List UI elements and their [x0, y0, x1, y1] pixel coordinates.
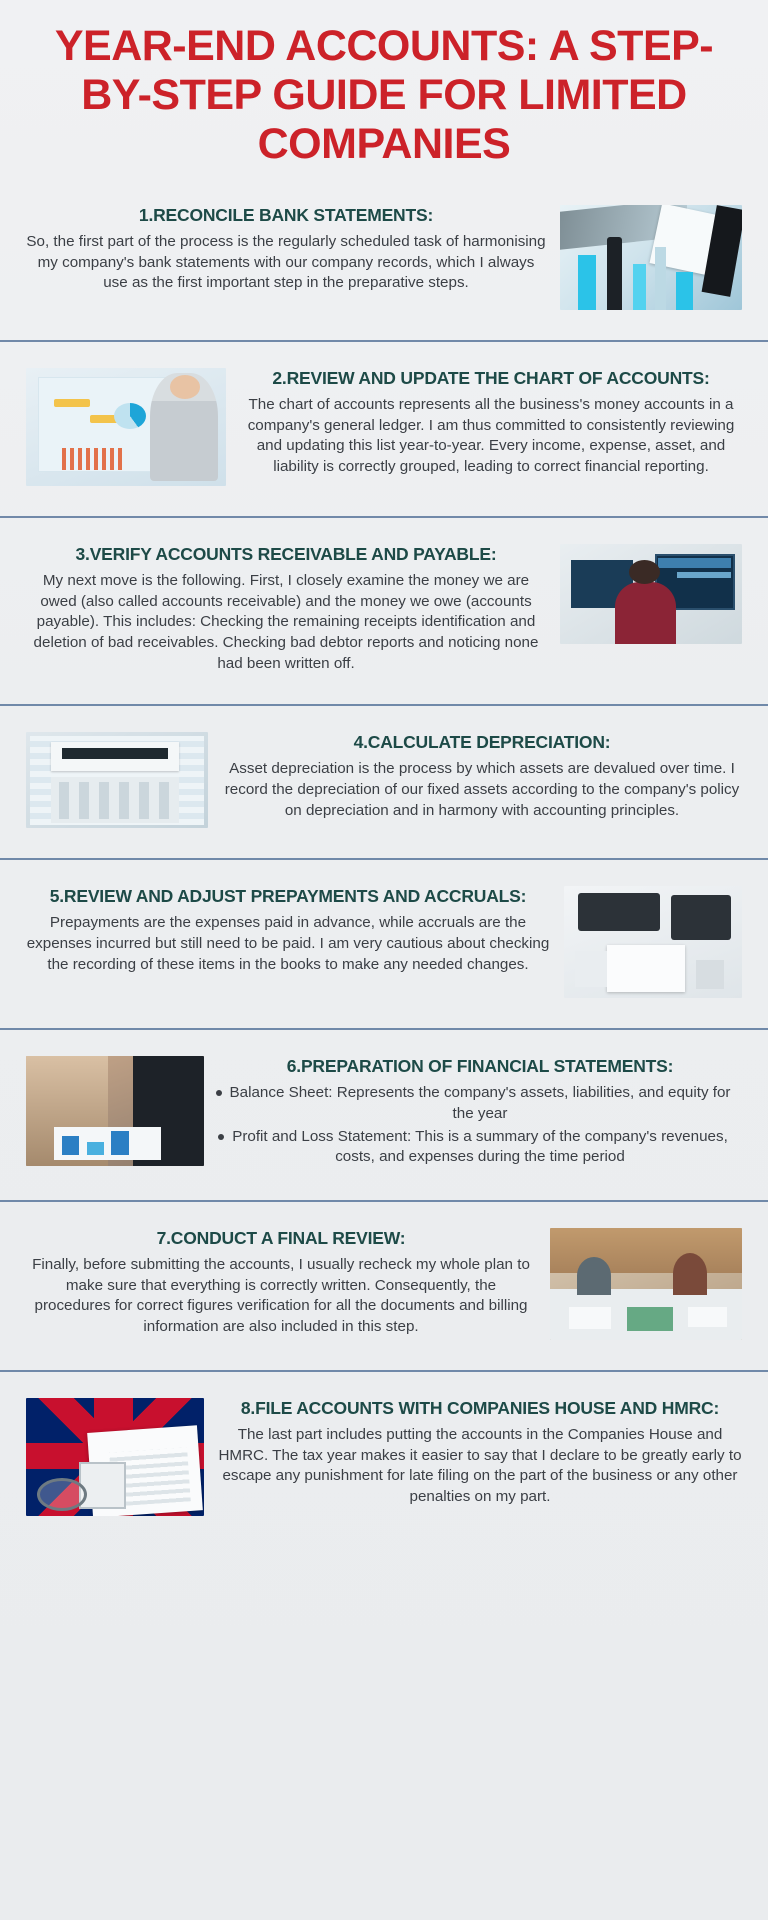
section-2-body: The chart of accounts represents all the business's money accounts in a company's general ledger. I am thus committed to consistently reviewing and updating this list year-to-year. Every income, expense, asset, and liability is correctly grouped, leading to correct financial reporting. [247, 396, 735, 476]
section-4-heading: 4.CALCULATE DEPRECIATION: [353, 732, 611, 753]
woman-working-at-monitors-photo [560, 544, 742, 644]
section-6-text [218, 1056, 742, 1170]
section-8 [0, 1372, 768, 1546]
section-4 [0, 706, 768, 858]
section-1-heading: 1.RECONCILE BANK STATEMENTS: [138, 205, 434, 226]
bullet-dot-icon [218, 1134, 224, 1140]
section-5-text [26, 886, 550, 975]
section-2-text [240, 368, 742, 478]
section-3 [0, 518, 768, 704]
section-8-text [218, 1398, 742, 1508]
depreciation-calculator-photo [26, 732, 208, 828]
list-item [218, 1083, 742, 1124]
team-reviewing-charts-photo [26, 1056, 204, 1166]
section-6-bullet-list [218, 1083, 742, 1168]
section-5 [0, 860, 768, 1028]
section-2-heading: 2.REVIEW AND UPDATE THE CHART OF ACCOUNTS: [272, 368, 710, 389]
union-jack-documents-photo [26, 1398, 204, 1516]
title-block [0, 0, 768, 179]
bullet-dot-icon [216, 1090, 222, 1096]
section-3-text [26, 544, 546, 674]
section-8-body: The last part includes putting the accounts in the Companies House and HMRC. The tax year makes it easier to say that I declare to be greatly early to escape any punishment for late filing on the part of the business or any other penalties on my part. [218, 1426, 742, 1506]
financial-statements-clipboard-photo [560, 205, 742, 310]
section-5-heading: 5.REVIEW AND ADJUST PREPAYMENTS AND ACCRUALS: [49, 886, 527, 907]
section-6-heading: 6.PREPARATION OF FINANCIAL STATEMENTS: [286, 1056, 674, 1077]
section-5-body: Prepayments are the expenses paid in advance, while accruals are the expenses incurred but still need to be paid. I am very cautious about checking the recording of these items in the books to make any needed changes. [26, 914, 550, 973]
hands-reviewing-documents-photo [564, 886, 742, 998]
list-item-label: Balance Sheet: Represents the company's assets, liabilities, and equity for the year [229, 1084, 731, 1123]
section-3-heading: 3.VERIFY ACCOUNTS RECEIVABLE AND PAYABLE: [75, 544, 497, 565]
section-4-body: Asset depreciation is the process by which assets are devalued over time. I record the depreciation of our fixed assets according to the company's policy on depreciation and in harmony with accounting principles. [224, 760, 740, 819]
section-7 [0, 1202, 768, 1370]
page-title: YEAR-END ACCOUNTS: A STEP-BY-STEP GUIDE FOR LIMITED COMPANIES [54, 22, 714, 169]
section-8-heading: 8.FILE ACCOUNTS WITH COMPANIES HOUSE AND HMRC: [240, 1398, 720, 1419]
businessman-presenting-charts-photo [26, 368, 226, 486]
section-7-body: Finally, before submitting the accounts, I usually recheck my whole plan to make sure that everything is correctly written. Consequently, the procedures for correct figures verification for all the documents and billing information are also included in this step. [32, 1256, 530, 1336]
section-1-text [26, 205, 546, 294]
list-item-label: Profit and Loss Statement: This is a summary of the company's revenues, costs, and expenses during the time period [232, 1127, 728, 1166]
section-1-body: So, the first part of the process is the regularly scheduled task of harmonising my company's bank statements with our company records, which I always use as the first important step in the preparative steps. [26, 233, 546, 292]
section-2 [0, 342, 768, 516]
section-1 [0, 179, 768, 340]
section-3-body: My next move is the following. First, I closely examine the money we are owed (also called accounts receivable) and the money we owe (accounts payable). This includes: Checking the remaining receipts identification and deletion of bad receivables. Checking bad debtor reports and noticing none had been written off. [33, 572, 539, 672]
section-7-heading: 7.CONDUCT A FINAL REVIEW: [156, 1228, 406, 1249]
list-item [218, 1127, 742, 1168]
section-4-text [222, 732, 742, 821]
team-meeting-at-table-photo [550, 1228, 742, 1340]
section-6 [0, 1030, 768, 1200]
section-7-text [26, 1228, 536, 1338]
